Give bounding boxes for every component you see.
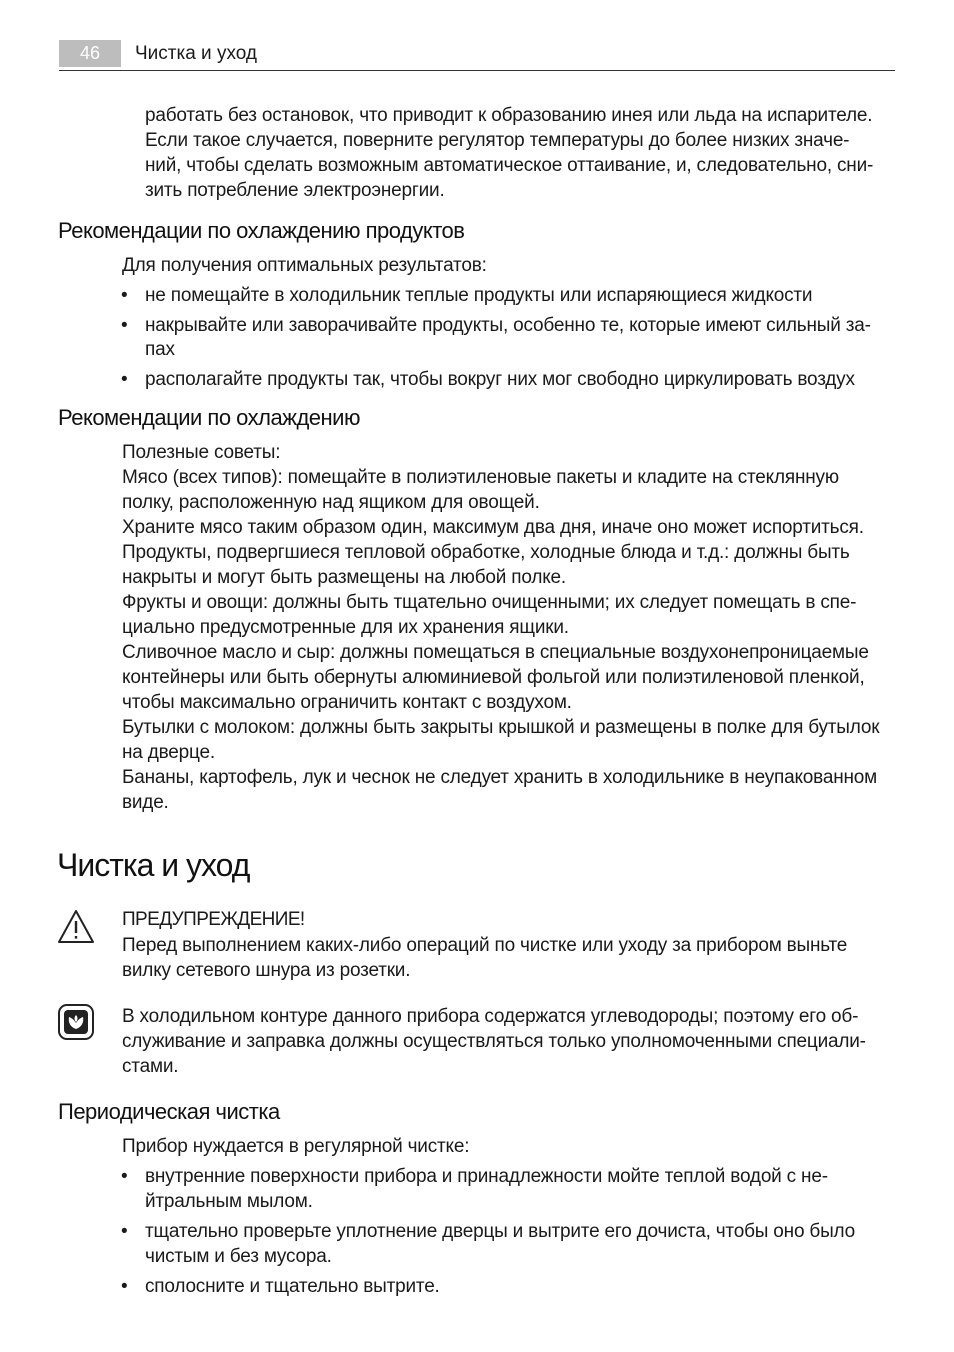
page-number: 46 — [59, 40, 121, 67]
warning-line: вилку сетевого шнура из розетки. — [122, 960, 411, 981]
chapter-title: Чистка и уход — [57, 847, 250, 883]
running-header-title: Чистка и уход — [135, 43, 257, 64]
bullet-marker: • — [121, 315, 128, 336]
environment-icon — [57, 1003, 95, 1041]
section-lead: Для получения оптимальных результатов: — [122, 255, 487, 276]
eco-note-line: служивание и заправка должны осуществляться только уполномоченными специали- — [122, 1031, 866, 1052]
list-item: внутренние поверхности прибора и принадлежности мойте теплой водой с не- — [145, 1166, 828, 1187]
tips-line: Полезные советы: — [122, 442, 281, 463]
section-heading-periodic-cleaning: Периодическая чистка — [58, 1099, 280, 1124]
list-item: сполосните и тщательно вытрите. — [145, 1276, 440, 1297]
tips-line: на дверце. — [122, 742, 215, 763]
tips-line: Фрукты и овощи: должны быть тщательно очищенными; их следует помещать в спе- — [122, 592, 857, 613]
tips-line: контейнеры или быть обернуты алюминиевой фольгой или полиэтиленовой пленкой, — [122, 667, 865, 688]
tips-line: полку, расположенную над ящиком для овощей. — [122, 492, 540, 513]
warning-triangle-icon — [56, 908, 96, 946]
eco-note-line: В холодильном контуре данного прибора содержатся углеводороды; поэтому его об- — [122, 1006, 859, 1027]
tips-line: Сливочное масло и сыр: должны помещаться в специальные воздухонепроницаемые — [122, 642, 869, 663]
warning-line: Перед выполнением каких-либо операций по чистке или уходу за прибором выньте — [122, 935, 848, 956]
section-lead: Прибор нуждается в регулярной чистке: — [122, 1136, 470, 1157]
header-divider — [59, 70, 895, 71]
list-item-continuation: йтральным мылом. — [145, 1191, 313, 1212]
list-item: накрывайте или заворачивайте продукты, особенно те, которые имеют сильный за- — [145, 315, 871, 336]
intro-line: Если такое случается, поверните регулятор температуры до более низких значе- — [145, 130, 850, 151]
intro-line: зить потребление электроэнергии. — [145, 180, 445, 201]
list-item: располагайте продукты так, чтобы вокруг них мог свободно циркулировать воздух — [145, 369, 855, 390]
bullet-marker: • — [121, 1221, 128, 1242]
tips-line: накрыты и могут быть размещены на любой полке. — [122, 567, 566, 588]
list-item: тщательно проверьте уплотнение дверцы и вытрите его дочиста, чтобы оно было — [145, 1221, 856, 1242]
bullet-marker: • — [121, 1166, 128, 1187]
bullet-marker: • — [121, 285, 128, 306]
section-heading-food-cooling: Рекомендации по охлаждению продуктов — [58, 218, 465, 243]
list-item-continuation: пах — [145, 339, 175, 360]
tips-line: Храните мясо таким образом один, максимум два дня, иначе оно может испортиться. — [122, 517, 864, 538]
tips-line: Бутылки с молоком: должны быть закрыты крышкой и размещены в полке для бутылок — [122, 717, 880, 738]
warning-title: ПРЕДУПРЕЖДЕНИЕ! — [122, 909, 305, 930]
eco-note-line: стами. — [122, 1056, 179, 1077]
tips-line: Мясо (всех типов): помещайте в полиэтиленовые пакеты и кладите на стеклянную — [122, 467, 839, 488]
list-item-continuation: чистым и без мусора. — [145, 1246, 332, 1267]
tips-line: Продукты, подвергшиеся тепловой обработке, холодные блюда и т.д.: должны быть — [122, 542, 850, 563]
bullet-marker: • — [121, 369, 128, 390]
tips-line: циально предусмотренные для их хранения ящики. — [122, 617, 569, 638]
intro-line: работать без остановок, что приводит к образованию инея или льда на испарителе. — [145, 105, 873, 126]
intro-line: ний, чтобы сделать возможным автоматическое оттаивание, и, следовательно, сни- — [145, 155, 874, 176]
list-item: не помещайте в холодильник теплые продукты или испаряющиеся жидкости — [145, 285, 813, 306]
tips-line: чтобы максимально ограничить контакт с воздухом. — [122, 692, 572, 713]
bullet-marker: • — [121, 1276, 128, 1297]
tips-line: виде. — [122, 792, 169, 813]
tips-line: Бананы, картофель, лук и чеснок не следует хранить в холодильнике в неупакованном — [122, 767, 878, 788]
section-heading-cooling-tips: Рекомендации по охлаждению — [58, 405, 360, 430]
